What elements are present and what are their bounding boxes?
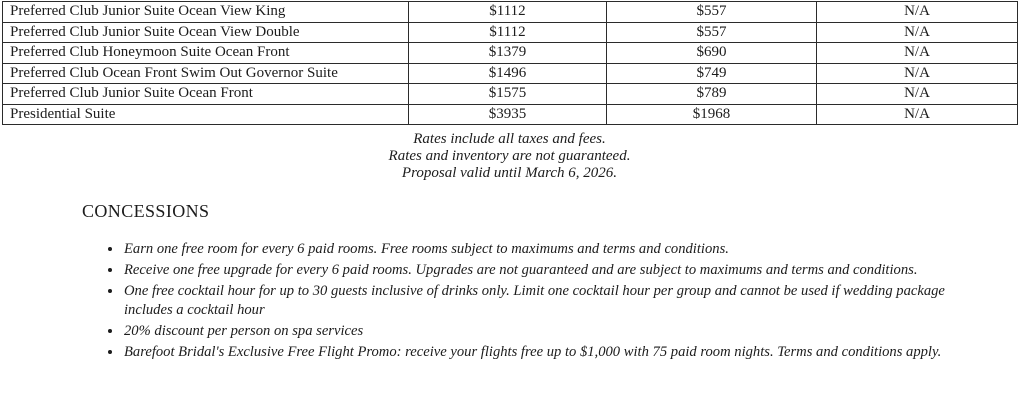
room-rates-table xyxy=(2,1,1018,125)
rate-cell: $749 xyxy=(607,63,817,84)
rate-note-line: Proposal valid until March 6, 2026. xyxy=(401,164,618,181)
rate-cell: $557 xyxy=(607,2,817,23)
table-row xyxy=(3,63,1018,84)
concessions-list xyxy=(104,240,951,364)
rate-cell: $789 xyxy=(607,84,817,105)
table-row xyxy=(3,104,1018,125)
rate-cell: N/A xyxy=(817,104,1018,125)
table-row xyxy=(3,2,1018,23)
rate-cell: $557 xyxy=(607,22,817,43)
room-type-cell: Preferred Club Junior Suite Ocean View Double xyxy=(3,22,409,43)
rate-cell: N/A xyxy=(817,84,1018,105)
rate-cell: $1112 xyxy=(409,22,607,43)
rate-note-line: Rates include all taxes and fees. xyxy=(413,131,606,147)
rate-cell: $1379 xyxy=(409,43,607,64)
rate-cell: $1496 xyxy=(409,63,607,84)
concession-item: • One free cocktail hour for up to 30 guests inclusive of drinks only. Limit one cocktail hour per group and cannot be used if wedding package includes a cocktail hour xyxy=(123,282,951,320)
room-type-cell: Preferred Club Ocean Front Swim Out Governor Suite xyxy=(3,63,409,84)
rate-cell: $1968 xyxy=(607,104,817,125)
concession-item: • Receive one free upgrade for every 6 paid rooms. Upgrades are not guaranteed and are subject to maximums and terms and conditions. xyxy=(123,261,951,280)
room-type-cell: Preferred Club Junior Suite Ocean View King xyxy=(3,2,409,23)
concession-item: • Earn one free room for every 6 paid rooms. Free rooms subject to maximums and terms and conditions. xyxy=(123,240,951,259)
rate-note-line: Rates and inventory are not guaranteed. xyxy=(388,147,631,164)
concessions-heading: CONCESSIONS xyxy=(82,201,210,221)
rates-table-body xyxy=(3,2,1018,125)
rate-cell: N/A xyxy=(817,63,1018,84)
rate-cell: $1112 xyxy=(409,2,607,23)
concession-item: • Barefoot Bridal's Exclusive Free Flight Promo: receive your flights free up to $1,000 with 75 paid room nights. Terms and conditions apply. xyxy=(123,343,951,362)
room-type-cell: Preferred Club Junior Suite Ocean Front xyxy=(3,84,409,105)
table-row xyxy=(3,43,1018,64)
rate-cell: $3935 xyxy=(409,104,607,125)
room-type-cell: Preferred Club Honeymoon Suite Ocean Front xyxy=(3,43,409,64)
table-row xyxy=(3,22,1018,43)
rate-cell: N/A xyxy=(817,43,1018,64)
concession-item: • 20% discount per person on spa services xyxy=(123,322,951,341)
rate-cell: N/A xyxy=(817,2,1018,23)
rate-cell: $690 xyxy=(607,43,817,64)
rate-cell: N/A xyxy=(817,22,1018,43)
table-row xyxy=(3,84,1018,105)
room-type-cell: Presidential Suite xyxy=(3,104,409,125)
rate-notes xyxy=(2,131,1017,181)
rate-cell: $1575 xyxy=(409,84,607,105)
